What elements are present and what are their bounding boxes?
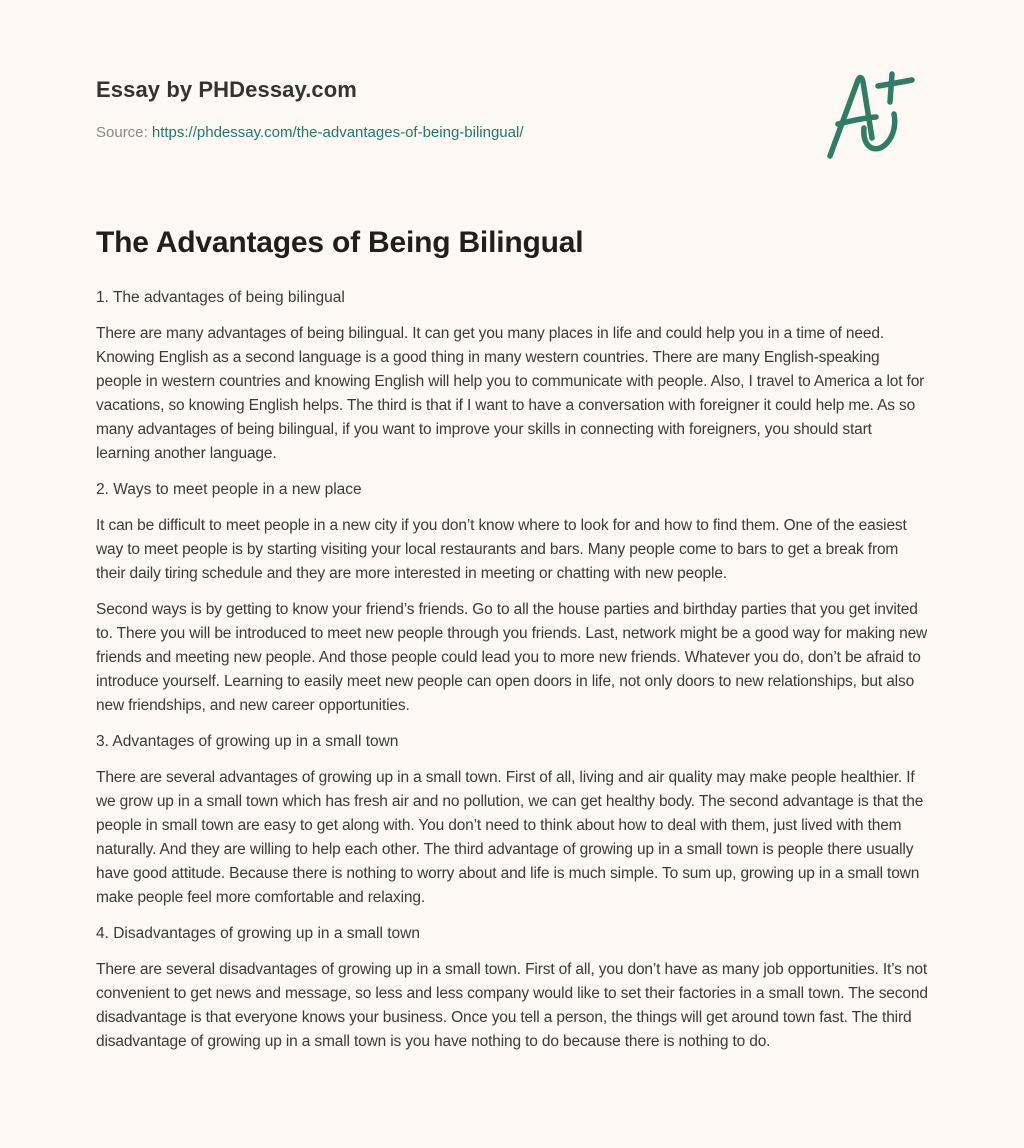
paragraph: Second ways is by getting to know your friend’s friends. Go to all the house parties and birthday parties that you get invited to. There you will be introduced to meet new people through you friends. Last, network might be a good way for making new friends and meeting new people. And those people could lead you to more new friends. Whatever you do, don’t be afraid to introduce yourself. Learning to easily meet new people can open doors in life, not only doors to new relationships, but also new friendships, and new career opportunities. xyxy=(96,601,928,714)
essay-page xyxy=(96,0,928,1050)
essay-body xyxy=(96,286,928,1066)
section-heading: 1. The advantages of being bilingual xyxy=(96,289,345,306)
a-plus-grade-icon xyxy=(824,68,924,164)
paragraph: There are several advantages of growing up in a small town. First of all, living and air quality may make people healthier. If we grow up in a small town which has fresh air and no pollution, we can get healthy body. The second advantage is that the people in small town are easy to get along with. You don’t need to think about how to deal with them, just lived with them naturally. And they are willing to help each other. The third advantage of growing up in a small town is people there usually have good attitude. Because there is nothing to worry about and life is much simple. To sum up, growing up in a small town make people feel more comfortable and relaxing. xyxy=(96,769,924,906)
paragraph: There are many advantages of being bilingual. It can get you many places in life and could help you in a time of need. Knowing English as a second language is a good thing in many western countries. There are many English-speaking people in western countries and knowing English will help you to communicate with people. Also, I travel to America a lot for vacations, so knowing English helps. The third is that if I want to have a conversation with foreigner it could help me. As so many advantages of being bilingual, if you want to improve your skills in connecting with foreigners, you should start learning another language. xyxy=(96,325,925,462)
site-title: Essay by PHDessay.com xyxy=(96,77,357,102)
source-label: Source: xyxy=(96,124,152,141)
section-heading: 3. Advantages of growing up in a small town xyxy=(96,733,399,750)
essay-title: The Advantages of Being Bilingual xyxy=(96,226,584,259)
source-line xyxy=(96,124,523,141)
source-link[interactable]: https://phdessay.com/the-advantages-of-being-bilingual/ xyxy=(151,124,524,141)
paragraph: There are several disadvantages of growing up in a small town. First of all, you don’t have as many job opportunities. It’s not convenient to get news and message, so less and less company would like to set their factories in a small town. The second disadvantage is that everyone knows your business. Once you tell a person, the things will get around town fast. The third disadvantage of growing up in a small town is you have nothing to do because there is nothing to do. xyxy=(96,961,928,1050)
section-heading: 4. Disadvantages of growing up in a small town xyxy=(96,925,420,942)
page-header xyxy=(96,0,928,259)
section-heading: 2. Ways to meet people in a new place xyxy=(96,481,362,498)
paragraph: It can be difficult to meet people in a new city if you don’t know where to look for and how to find them. One of the easiest way to meet people is by starting visiting your local restaurants and bars. Many people come to bars to get a break from their daily tiring schedule and they are more interested in meeting or chatting with new people. xyxy=(96,517,907,582)
